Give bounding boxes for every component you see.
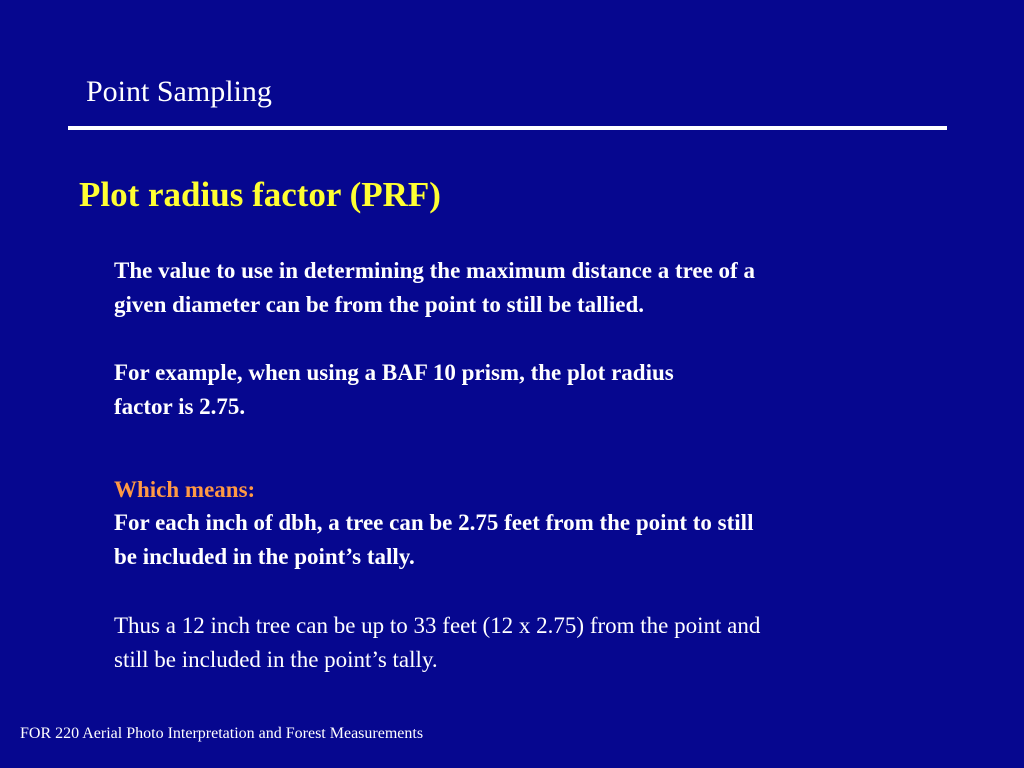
example-line: For example, when using a BAF 10 prism, the plot radius [114, 360, 674, 385]
thus-line: Thus a 12 inch tree can be up to 33 feet (12 x 2.75) from the point and [114, 613, 761, 638]
footer-course-title: FOR 220 Aerial Photo Interpretation and Forest Measurements [20, 725, 424, 742]
which-means-line: be included in the point’s tally. [114, 544, 415, 569]
thus-paragraph [114, 609, 924, 677]
example-paragraph [114, 356, 924, 424]
definition-paragraph [114, 254, 924, 322]
which-means-line: For each inch of dbh, a tree can be 2.75 feet from the point to still [114, 510, 754, 535]
which-means-paragraph [114, 506, 924, 574]
example-line: factor is 2.75. [114, 394, 246, 419]
thus-line: still be included in the point’s tally. [114, 647, 438, 672]
header-divider [68, 126, 947, 130]
page-title: Point Sampling [86, 75, 272, 108]
slide-heading: Plot radius factor (PRF) [79, 175, 441, 214]
which-means-label: Which means: [114, 477, 256, 502]
definition-line: given diameter can be from the point to still be tallied. [114, 292, 645, 317]
definition-line: The value to use in determining the maximum distance a tree of a [114, 258, 755, 283]
